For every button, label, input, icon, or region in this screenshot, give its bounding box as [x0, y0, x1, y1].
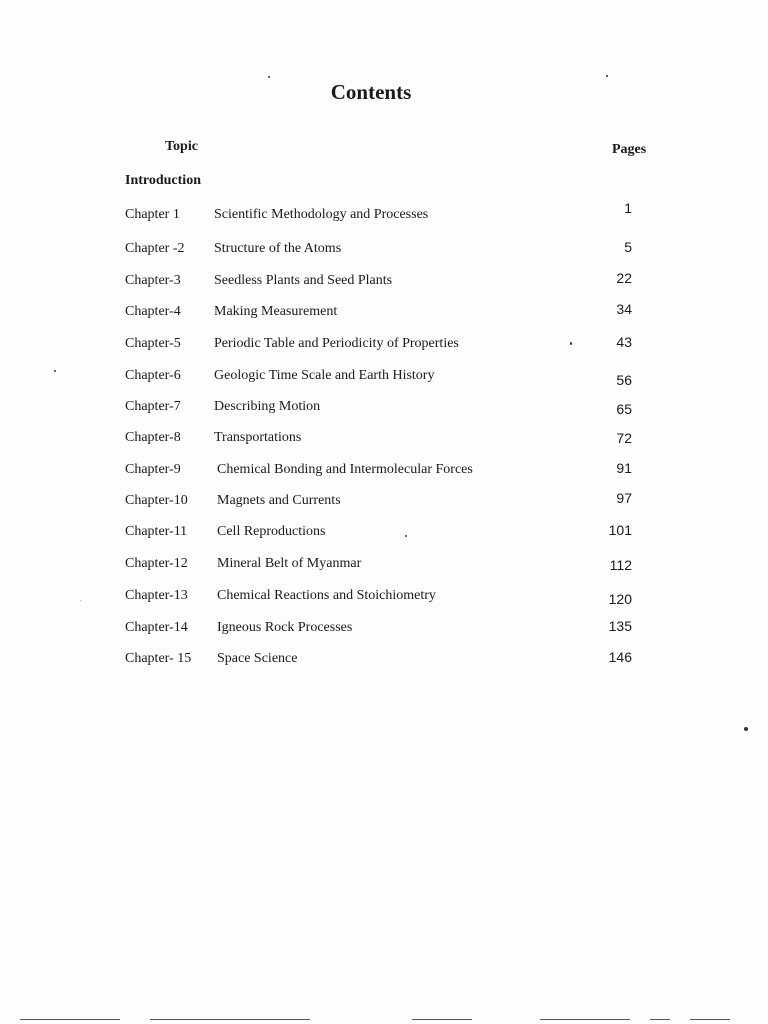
chapter-topic: Chemical Reactions and Stoichiometry	[217, 588, 436, 603]
chapter-label: Chapter-10	[125, 493, 188, 508]
topic-column-header: Topic	[165, 139, 198, 154]
chapter-label: Chapter-8	[125, 430, 181, 445]
scan-edge-line	[540, 1019, 630, 1020]
page-number: 5	[624, 239, 632, 255]
chapter-topic: Mineral Belt of Myanmar	[217, 556, 362, 571]
toc-entry	[0, 620, 768, 640]
chapter-label: Chapter-7	[125, 399, 181, 414]
chapter-label: Chapter-4	[125, 304, 181, 319]
chapter-topic: Describing Motion	[214, 399, 321, 414]
toc-entry	[0, 430, 768, 450]
toc-entry	[0, 301, 768, 324]
page-number: 56	[616, 372, 632, 388]
page-number: 65	[616, 401, 632, 417]
page-title: Contents	[330, 80, 412, 104]
chapter-topic: Making Measurement	[214, 304, 338, 319]
scan-speck	[54, 370, 56, 372]
scan-edge-line	[650, 1019, 670, 1020]
chapter-topic: Transportations	[214, 430, 302, 445]
page-number: 97	[616, 490, 632, 506]
page-number: 43	[616, 334, 632, 350]
chapter-topic: Scientific Methodology and Processes	[214, 207, 429, 222]
chapter-label: Chapter-6	[125, 368, 181, 383]
page-number: 112	[609, 557, 632, 573]
toc-entry	[0, 241, 768, 261]
toc-entry	[0, 368, 768, 388]
chapter-label: Chapter 1	[125, 207, 180, 222]
page-number: 1	[624, 200, 632, 216]
page-number: 120	[608, 591, 632, 607]
page-number: 34	[616, 301, 632, 317]
chapter-label: Chapter-11	[125, 524, 188, 539]
chapter-label: Chapter-13	[125, 588, 188, 603]
chapter-label: Chapter-9	[125, 462, 181, 477]
chapter-topic: Igneous Rock Processes	[217, 620, 353, 635]
chapter-topic: Seedless Plants and Seed Plants	[214, 273, 393, 288]
toc-entry	[0, 588, 768, 608]
scan-speck	[80, 600, 81, 601]
chapter-topic: Chemical Bonding and Intermolecular Forces	[217, 462, 473, 477]
chapter-label: Chapter -2	[125, 241, 185, 256]
chapter-topic: Space Science	[217, 651, 298, 666]
scan-speck	[744, 727, 748, 731]
toc-entry	[0, 556, 768, 576]
chapter-topic: Periodic Table and Periodicity of Properties	[214, 336, 459, 351]
chapter-label: Chapter-5	[125, 336, 181, 351]
chapter-label: Chapter-14	[125, 620, 188, 635]
scan-speck	[570, 342, 572, 345]
page-number: 146	[608, 649, 632, 665]
toc-entry	[0, 270, 768, 293]
scan-edge-line	[412, 1019, 472, 1020]
scan-edge-line	[690, 1019, 730, 1020]
scan-speck	[606, 75, 608, 77]
page-number: 91	[616, 460, 632, 476]
chapter-topic: Structure of the Atoms	[214, 241, 342, 256]
introduction-label: Introduction	[125, 173, 201, 188]
scan-speck	[405, 535, 407, 537]
toc-entry	[0, 651, 768, 671]
chapter-label: Chapter-12	[125, 556, 188, 571]
page-number: 22	[616, 270, 632, 286]
chapter-topic: Cell Reproductions	[217, 524, 326, 539]
toc-entry	[0, 200, 768, 227]
chapter-label: Chapter- 15	[125, 651, 192, 666]
page-number: 101	[608, 522, 632, 538]
toc-entry	[0, 490, 768, 513]
scan-edge-line	[20, 1019, 120, 1020]
toc-entry	[0, 336, 768, 356]
pages-column-header: Pages	[612, 142, 647, 157]
toc-entry	[0, 399, 768, 419]
chapter-label: Chapter-3	[125, 273, 181, 288]
toc-entry	[0, 524, 768, 544]
scan-speck	[268, 76, 270, 78]
scan-edge-line	[150, 1019, 310, 1020]
chapter-topic: Magnets and Currents	[217, 493, 341, 508]
page-number: 135	[608, 618, 632, 634]
toc-entry	[0, 462, 768, 482]
chapter-topic: Geologic Time Scale and Earth History	[214, 368, 435, 383]
page-number: 72	[616, 430, 632, 446]
